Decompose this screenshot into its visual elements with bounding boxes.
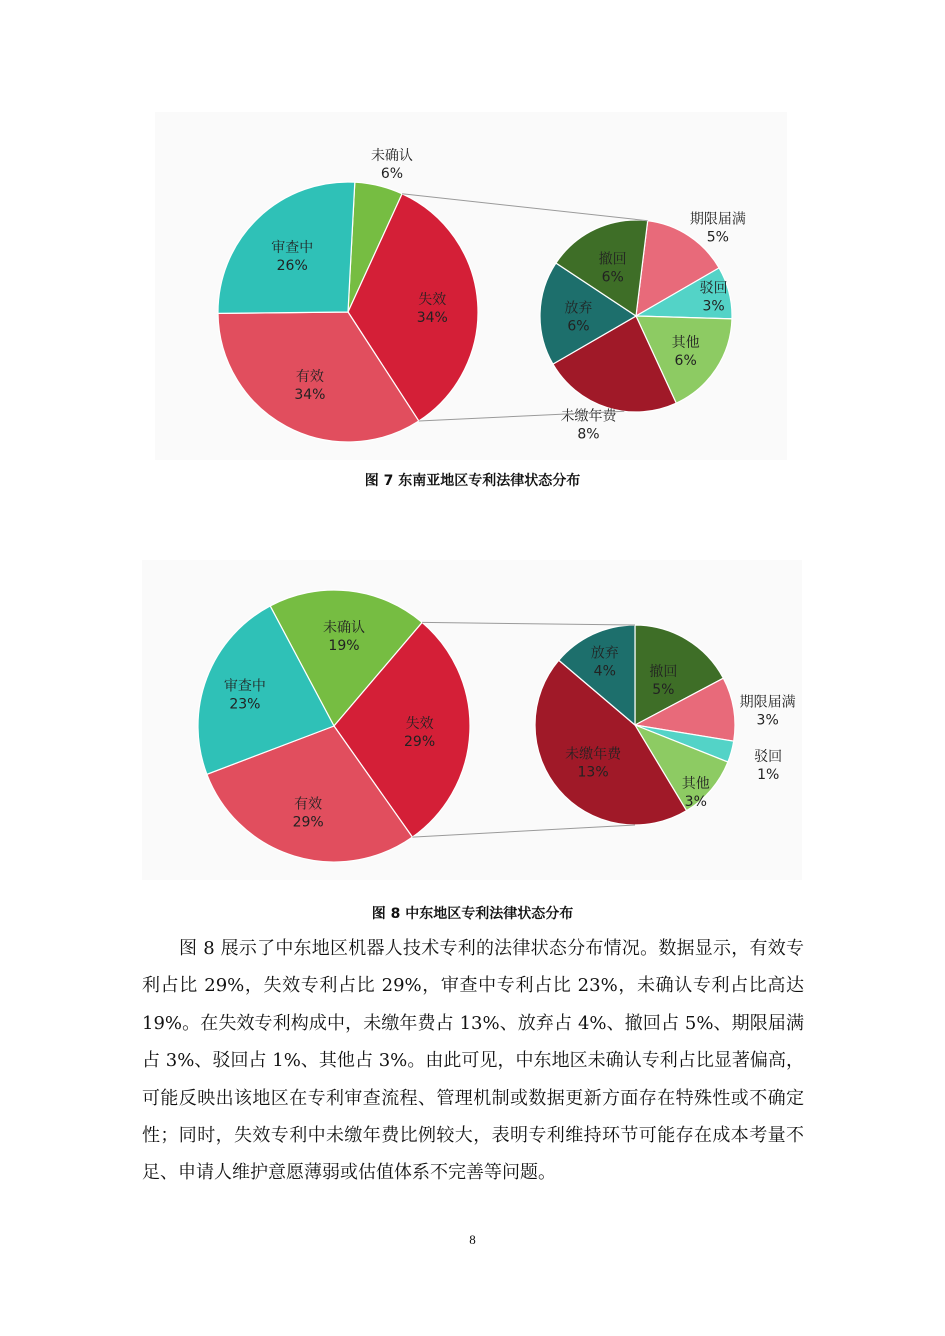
secondary-label-rejected-value: 1% bbox=[757, 767, 780, 784]
main-label-under-review-name: 审查中 bbox=[271, 239, 314, 256]
main-label-under-review-value: 26% bbox=[276, 257, 308, 274]
secondary-label-other-name: 其他 bbox=[671, 334, 700, 351]
secondary-label-unpaid-fee-name: 未缴年费 bbox=[565, 746, 622, 763]
secondary-label-other-value: 3% bbox=[684, 794, 707, 811]
secondary-label-other-value: 6% bbox=[674, 352, 697, 369]
main-label-unconfirmed-name: 未确认 bbox=[370, 147, 413, 164]
secondary-label-expired-value: 3% bbox=[756, 712, 779, 729]
figure-7-svg bbox=[155, 112, 787, 460]
main-label-invalid-name: 失效 bbox=[418, 291, 447, 308]
secondary-label-rejected-name: 驳回 bbox=[754, 749, 783, 766]
secondary-label-expired-name: 期限届满 bbox=[739, 694, 796, 711]
secondary-label-withdrawn-name: 撤回 bbox=[598, 251, 627, 268]
secondary-label-unpaid-fee-name: 未缴年费 bbox=[560, 408, 617, 425]
main-label-valid-name: 有效 bbox=[294, 796, 323, 813]
secondary-label-abandoned-name: 放弃 bbox=[590, 645, 619, 662]
main-label-invalid-value: 29% bbox=[404, 733, 436, 750]
secondary-label-abandoned-value: 6% bbox=[567, 318, 590, 335]
main-label-under-review-value: 23% bbox=[229, 696, 261, 713]
secondary-label-withdrawn-value: 6% bbox=[601, 269, 624, 286]
secondary-label-unpaid-fee-value: 13% bbox=[577, 764, 609, 781]
figure-7-caption: 图 7 东南亚地区专利法律状态分布 bbox=[364, 473, 581, 489]
secondary-label-abandoned-value: 4% bbox=[593, 663, 616, 680]
secondary-label-rejected-value: 3% bbox=[702, 298, 725, 315]
body-paragraph: 图 8 展示了中东地区机器人技术专利的法律状态分布情况。数据显示，有效专利占比 29%，失效专利占比 29%，审查中专利占比 23%，未确认专利占比高达 19%。在失效专利构成中，未缴年费占 13%、放弃占 4%、撤回占 5%、期限届满占 3%、驳回占 1%、其他占 3%。由此可见，中东地区未确认专利占比显著偏高，可能反映出该地区在专利审查流程、管理机制或数据更新方面存在特殊性或不确定性；同时，失效专利中未缴年费比例较大，表明专利维持环节可能存在成本考量不足、申请人维护意愿薄弱或估值体系不完善等问题。 bbox=[142, 938, 804, 1184]
main-label-valid-value: 34% bbox=[294, 387, 326, 404]
main-label-invalid-name: 失效 bbox=[405, 715, 434, 732]
secondary-label-unpaid-fee-value: 8% bbox=[577, 426, 600, 443]
page-number: 8 bbox=[469, 1232, 476, 1247]
figure-7-chart bbox=[155, 112, 787, 460]
main-label-unconfirmed-value: 19% bbox=[328, 638, 360, 655]
main-label-unconfirmed-value: 6% bbox=[380, 165, 404, 182]
connector-line-top bbox=[422, 622, 635, 625]
figure-8-caption: 图 8 中东地区专利法律状态分布 bbox=[371, 906, 574, 922]
main-label-valid-value: 29% bbox=[292, 814, 324, 831]
connector-line-top bbox=[402, 194, 648, 221]
secondary-label-abandoned-name: 放弃 bbox=[564, 300, 593, 317]
figure-8-chart bbox=[142, 560, 802, 880]
secondary-label-rejected-name: 驳回 bbox=[699, 280, 728, 297]
main-label-invalid-value: 34% bbox=[416, 309, 448, 326]
secondary-label-withdrawn-name: 撤回 bbox=[649, 663, 678, 680]
figure-8-svg bbox=[142, 560, 802, 880]
secondary-label-other-name: 其他 bbox=[681, 776, 710, 793]
secondary-label-expired-value: 5% bbox=[706, 229, 729, 246]
main-label-valid-name: 有效 bbox=[295, 369, 324, 386]
main-label-unconfirmed-name: 未确认 bbox=[322, 620, 365, 637]
secondary-label-expired-name: 期限届满 bbox=[689, 211, 746, 228]
connector-line-bottom bbox=[412, 825, 635, 837]
main-label-under-review-name: 审查中 bbox=[223, 678, 266, 695]
secondary-label-withdrawn-value: 5% bbox=[652, 681, 675, 698]
